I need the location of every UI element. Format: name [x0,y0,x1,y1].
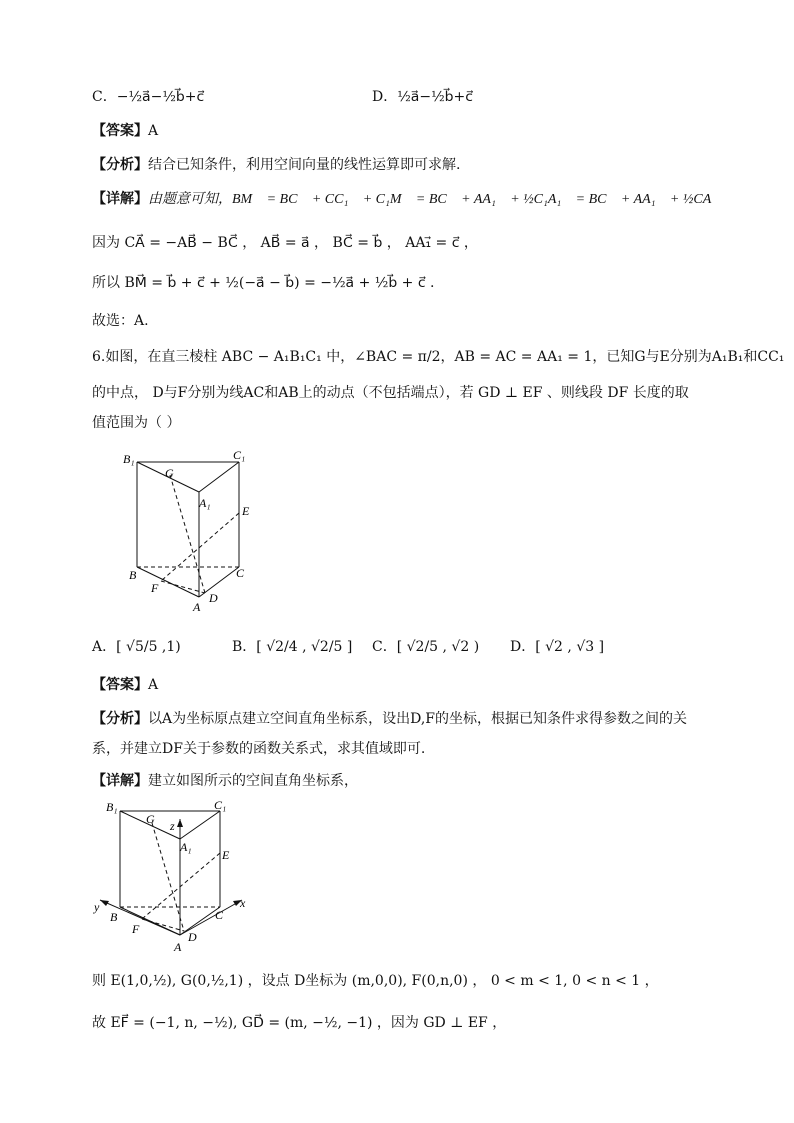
q5-conclusion: 故选：A. [92,313,149,329]
option-d: D．½a⃗−½b⃗+c⃗ [372,89,473,105]
analysis-text-1: 以A为坐标原点建立空间直角坐标系，设出D,F的坐标，根据已知条件求得参数之间的关 [148,711,687,727]
detail-text-1: 由题意可知，BM⃗ = BC⃗ + CC₁⃗ + C₁M⃗ = BC⃗ + AA₁⃗ + ½C₁A₁⃗ = BC⃗ + AA₁⃗ + ½CA⃗ ， [148,192,737,207]
label-C1: C₁ [233,448,246,462]
label-F: F [132,922,140,936]
label-A: A [193,600,201,614]
q6-option-c: C．[ √2/5 , √2 ) [372,639,480,655]
label-B: B [129,568,137,582]
label-D: D [188,930,197,944]
q5-detail-row-3: 所以 BM⃗ = b⃗ + c⃗ + ½(−a⃗ − b⃗) = −½a⃗ + ½b⃗ + c⃗ . [92,275,435,291]
prism-figure [115,445,265,620]
label-C: C [215,908,224,922]
q6-analysis-row-2: 系，并建立DF关于参数的函数关系式，求其值域即可. [92,741,426,757]
label-x: x [240,896,246,910]
q6-stem-1: 6.如图，在直三棱柱 ABC − A₁B₁C₁ 中，∠BAC = π/2，AB = AC = AA₁ = 1，已知G与E分别为A₁B₁和CC₁ [92,349,785,365]
label-E: E [222,848,230,862]
q6-option-d: D．[ √2 , √3 ] [510,639,605,655]
label-G: G [146,812,155,826]
answer-value: A [148,677,159,693]
label-y: y [94,900,100,914]
label-B1: B₁ [123,452,135,466]
q5-analysis-row [92,154,702,176]
coordinate-figure [92,795,257,955]
label-D: D [209,591,218,605]
q6-stem-2: 的中点， D与F分别为线AC和AB上的动点（不包括端点），若 GD ⊥ EF 、则线段 DF 长度的取 [92,385,689,401]
label-B: B [110,910,118,924]
answer-tag: 【答案】 [92,123,148,139]
q6-stem-3: 值范围为（ ） [92,415,181,431]
analysis-tag: 【分析】 [92,711,148,727]
detail-tag: 【详解】 [92,191,148,207]
label-z: z [170,819,175,833]
q6-option-b: B．[ √2/4 , √2/5 ] [232,639,353,655]
label-C: C [236,566,245,580]
analysis-tag: 【分析】 [92,157,148,173]
q6-detail-row-2: 则 E(1,0,½), G(0,½,1) ，设点 D坐标为 (m,0,0), F(0,n,0) ， 0 < m < 1, 0 < n < 1 ， [92,973,659,989]
q6-detail-row-3: 故 EF⃗ = (−1, n, −½), GD⃗ = (m, −½, −1) ，因为 GD ⊥ EF ， [92,1015,507,1031]
q5-detail-row-2: 因为 CA⃗ = −AB⃗ − BC⃗ ， AB⃗ = a⃗ ， BC⃗ = b⃗ ， AA₁⃗ = c⃗ ， [92,235,478,251]
answer-value: A [148,123,159,139]
q6-answer-row [92,674,702,696]
q6-detail-row [92,770,702,792]
q6-option-a: A．[ √5/5 ,1) [92,639,181,655]
analysis-text: 结合已知条件，利用空间向量的线性运算即可求解. [148,157,461,173]
q6-analysis-row [92,708,702,730]
label-F: F [151,581,159,595]
label-A1: A₁ [199,496,211,510]
label-A1: A₁ [180,840,192,854]
answer-tag: 【答案】 [92,677,148,693]
label-B1: B₁ [106,800,118,814]
label-E: E [242,504,250,518]
detail-tag: 【详解】 [92,773,148,789]
q5-answer-row [92,120,702,142]
label-G: G [165,466,174,480]
label-A: A [174,940,182,954]
label-C1: C₁ [214,798,227,812]
detail-text-1: 建立如图所示的空间直角坐标系， [148,773,358,789]
q5-detail-row [92,188,737,211]
option-c: C．−½a⃗−½b⃗+c⃗ [92,89,205,105]
